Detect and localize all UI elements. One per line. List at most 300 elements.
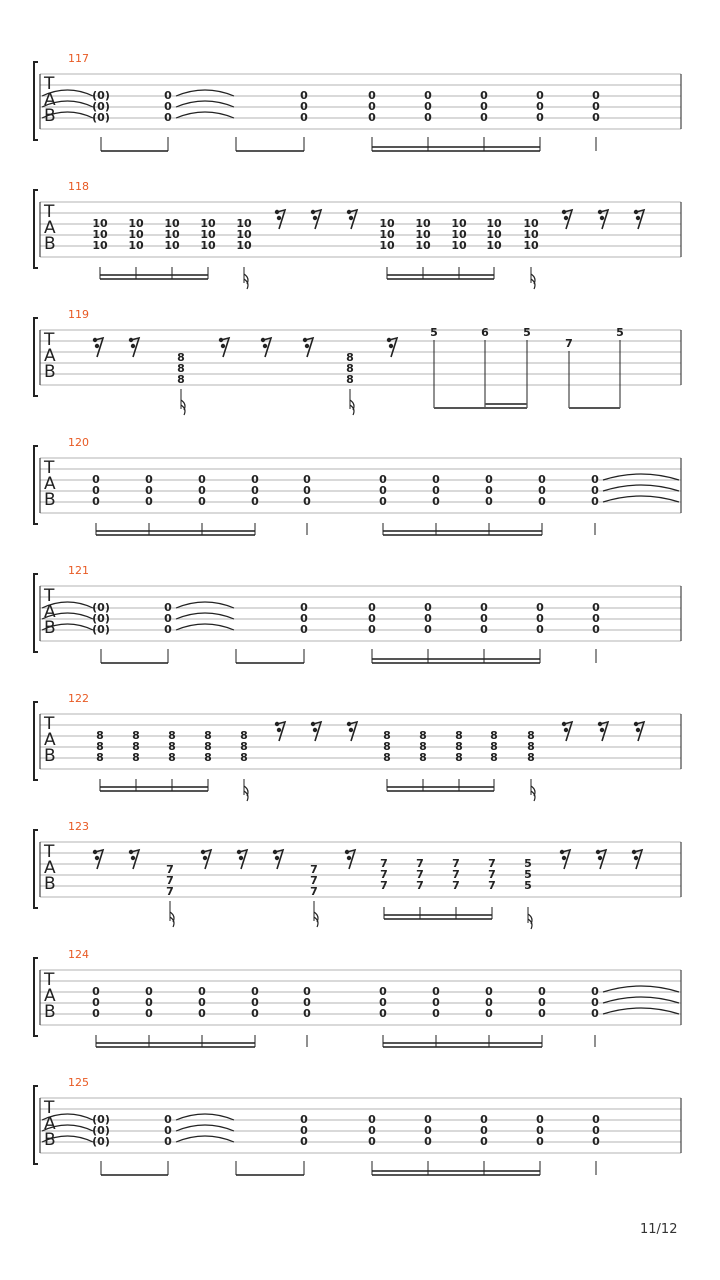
rest-dot (273, 850, 277, 854)
fret-number: 8 (96, 740, 104, 753)
fret-number: 0 (368, 89, 376, 102)
fret-number: 10 (128, 228, 144, 241)
rest-dot (596, 850, 600, 854)
rest-dot (560, 850, 564, 854)
system-bracket (34, 830, 38, 908)
fret-number: 0 (424, 1135, 432, 1148)
fret-number: 8 (455, 729, 463, 742)
fret-number: 0 (480, 612, 488, 625)
tie-arc (176, 1136, 234, 1142)
fret-number: 0 (485, 473, 493, 486)
rest-dot (562, 722, 566, 726)
fret-number: 8 (419, 751, 427, 764)
fret-number: 10 (451, 228, 467, 241)
tab-clef-letter: A (44, 730, 56, 750)
rest-dot (347, 856, 351, 860)
fret-number: 0 (424, 1113, 432, 1126)
rest-dot (277, 728, 281, 732)
fret-number: 0 (303, 484, 311, 497)
fret-number: 8 (346, 351, 354, 364)
fret-number: 0 (145, 473, 153, 486)
fret-number: 0 (538, 1007, 546, 1020)
fret-number: 10 (236, 228, 252, 241)
fret-number: 10 (92, 228, 108, 241)
rest-dot (598, 210, 602, 214)
fret-number: 0 (164, 623, 172, 636)
fret-number: 0 (300, 89, 308, 102)
tie-arc (603, 997, 679, 1003)
measure-number: 124 (68, 948, 89, 961)
fret-number: 7 (416, 868, 424, 881)
fret-number: (0) (92, 1124, 110, 1137)
measure-number: 118 (68, 180, 89, 193)
fret-number: 0 (432, 996, 440, 1009)
measure-number: 122 (68, 692, 89, 705)
fret-number: 0 (164, 601, 172, 614)
tie-arc (176, 112, 234, 118)
rest-dot (564, 216, 568, 220)
system-bracket (34, 446, 38, 524)
rest-dot (636, 216, 640, 220)
fret-number: 10 (523, 217, 539, 230)
system-bracket (34, 190, 38, 268)
fret-number: 7 (488, 868, 496, 881)
fret-number: 10 (379, 228, 395, 241)
fret-number: 8 (527, 751, 535, 764)
fret-number: 0 (379, 985, 387, 998)
fret-number: 0 (536, 1113, 544, 1126)
fret-number: 0 (538, 985, 546, 998)
fret-number: 8 (132, 729, 140, 742)
rest-dot (221, 344, 225, 348)
fret-number: 0 (145, 1007, 153, 1020)
fret-number: 0 (92, 495, 100, 508)
fret-number: 0 (538, 484, 546, 497)
measure-number: 119 (68, 308, 89, 321)
fret-number: 7 (488, 857, 496, 870)
fret-number: 10 (379, 239, 395, 252)
rest-dot (347, 722, 351, 726)
system-bracket (34, 1086, 38, 1164)
tie-arc (603, 474, 679, 480)
fret-number: 0 (592, 111, 600, 124)
rest-dot (564, 728, 568, 732)
rest-dot (131, 856, 135, 860)
fret-number: 0 (303, 996, 311, 1009)
fret-number: 0 (300, 1135, 308, 1148)
tab-system-119 (34, 308, 681, 415)
fret-number: 0 (300, 111, 308, 124)
fret-number: 7 (416, 879, 424, 892)
fret-number: 7 (452, 857, 460, 870)
fret-number: 0 (480, 89, 488, 102)
rest-dot (275, 856, 279, 860)
fret-number: 0 (251, 996, 259, 1009)
tie-arc (603, 485, 679, 491)
fret-number: 0 (592, 601, 600, 614)
fret-number: 8 (177, 351, 185, 364)
tab-clef-letter: T (44, 330, 55, 350)
rest-dot (219, 338, 223, 342)
fret-number: 8 (96, 729, 104, 742)
fret-number: 0 (368, 612, 376, 625)
fret-number: 7 (166, 874, 174, 887)
measure-number: 121 (68, 564, 89, 577)
rest-dot (634, 722, 638, 726)
tab-clef-letter: A (44, 218, 56, 238)
fret-number: 0 (368, 111, 376, 124)
fret-number: 0 (536, 111, 544, 124)
fret-number: 0 (164, 612, 172, 625)
fret-number: (0) (92, 1113, 110, 1126)
fret-number: 10 (523, 239, 539, 252)
fret-number: 0 (164, 89, 172, 102)
fret-number: 10 (200, 217, 216, 230)
tab-clef-letter: B (44, 234, 56, 254)
tab-system-118 (34, 180, 681, 289)
fret-number: 0 (424, 612, 432, 625)
fret-number: 0 (379, 484, 387, 497)
fret-number: 0 (300, 623, 308, 636)
fret-number: 0 (300, 601, 308, 614)
fret-number: 10 (523, 228, 539, 241)
tab-clef-letter: B (44, 1130, 56, 1150)
rest-dot (95, 856, 99, 860)
fret-number: (0) (92, 623, 110, 636)
fret-number: 0 (92, 985, 100, 998)
fret-number: 10 (486, 228, 502, 241)
fret-number: 0 (538, 473, 546, 486)
fret-number: 8 (490, 751, 498, 764)
fret-number: 7 (380, 857, 388, 870)
fret-number: 0 (485, 1007, 493, 1020)
rest-dot (93, 338, 97, 342)
fret-number: 8 (527, 740, 535, 753)
fret-number: 0 (592, 623, 600, 636)
fret-number: 0 (592, 612, 600, 625)
fret-number: 0 (480, 1135, 488, 1148)
tie-arc (176, 613, 234, 619)
fret-number: 0 (92, 1007, 100, 1020)
fret-number: 0 (379, 1007, 387, 1020)
tab-clef-letter: A (44, 474, 56, 494)
rest-dot (313, 728, 317, 732)
fret-number: 7 (452, 879, 460, 892)
measure-number: 120 (68, 436, 89, 449)
rest-dot (95, 344, 99, 348)
fret-number: 10 (164, 228, 180, 241)
fret-number: 0 (303, 473, 311, 486)
fret-number: 0 (591, 473, 599, 486)
fret-number: 0 (379, 473, 387, 486)
fret-number: 0 (591, 996, 599, 1009)
system-bracket (34, 318, 38, 396)
fret-number: 0 (591, 985, 599, 998)
rest-dot (349, 728, 353, 732)
tab-clef-letter: A (44, 858, 56, 878)
fret-number: 0 (303, 1007, 311, 1020)
tie-arc (603, 986, 679, 992)
fret-number: 5 (616, 326, 624, 339)
rest-dot (634, 856, 638, 860)
fret-number: 0 (485, 495, 493, 508)
fret-number: 8 (168, 740, 176, 753)
tie-arc (603, 1008, 679, 1014)
tab-clef-letter: T (44, 74, 55, 94)
fret-number: 8 (346, 362, 354, 375)
fret-number: 0 (424, 100, 432, 113)
fret-number: 8 (383, 740, 391, 753)
rest-dot (129, 850, 133, 854)
fret-number: 0 (591, 1007, 599, 1020)
tab-clef-letter: B (44, 1002, 56, 1022)
fret-number: 10 (486, 217, 502, 230)
fret-number: 0 (432, 985, 440, 998)
fret-number: 0 (368, 623, 376, 636)
fret-number: 10 (486, 239, 502, 252)
rest-dot (275, 210, 279, 214)
tab-clef-letter: B (44, 746, 56, 766)
page-number: 11/12 (640, 1222, 678, 1237)
fret-number: 10 (92, 217, 108, 230)
fret-number: 0 (592, 89, 600, 102)
fret-number: 8 (177, 373, 185, 386)
fret-number: 0 (432, 495, 440, 508)
fret-number: 7 (452, 868, 460, 881)
fret-number: 0 (198, 1007, 206, 1020)
rest-dot (562, 210, 566, 214)
fret-number: 7 (310, 874, 318, 887)
fret-number: 10 (415, 239, 431, 252)
fret-number: 10 (451, 217, 467, 230)
tab-system-120 (34, 436, 681, 535)
fret-number: 0 (198, 473, 206, 486)
tab-system-124 (34, 948, 681, 1047)
rest-dot (129, 338, 133, 342)
fret-number: 7 (310, 863, 318, 876)
fret-number: 0 (424, 601, 432, 614)
tab-clef-letter: T (44, 458, 55, 478)
fret-number: 8 (455, 740, 463, 753)
fret-number: 0 (432, 1007, 440, 1020)
fret-number: 0 (424, 1124, 432, 1137)
fret-number: 8 (490, 729, 498, 742)
fret-number: 5 (430, 326, 438, 339)
fret-number: 0 (300, 100, 308, 113)
fret-number: 0 (300, 1113, 308, 1126)
fret-number: 0 (164, 1113, 172, 1126)
measure-number: 123 (68, 820, 89, 833)
fret-number: 8 (168, 751, 176, 764)
fret-number: 0 (485, 985, 493, 998)
fret-number: 0 (536, 601, 544, 614)
fret-number: 0 (198, 495, 206, 508)
fret-number: 8 (419, 740, 427, 753)
tab-clef-letter: T (44, 202, 55, 222)
system-bracket (34, 958, 38, 1036)
fret-number: 8 (168, 729, 176, 742)
tie-arc (603, 496, 679, 502)
rest-dot (600, 728, 604, 732)
rest-dot (305, 344, 309, 348)
fret-number: 0 (538, 996, 546, 1009)
fret-number: (0) (92, 89, 110, 102)
fret-number: 0 (424, 623, 432, 636)
fret-number: 0 (432, 473, 440, 486)
tab-clef-letter: T (44, 842, 55, 862)
rest-dot (237, 850, 241, 854)
fret-number: 0 (592, 1124, 600, 1137)
fret-number: 0 (164, 1124, 172, 1137)
fret-number: 0 (591, 495, 599, 508)
fret-number: 10 (164, 239, 180, 252)
tab-clef-letter: B (44, 106, 56, 126)
system-bracket (34, 702, 38, 780)
rest-dot (634, 210, 638, 214)
fret-number: 8 (204, 740, 212, 753)
fret-number: (0) (92, 100, 110, 113)
fret-number: 0 (251, 1007, 259, 1020)
fret-number: (0) (92, 601, 110, 614)
fret-number: 8 (240, 729, 248, 742)
fret-number: 5 (523, 326, 531, 339)
fret-number: 0 (480, 1113, 488, 1126)
fret-number: 0 (251, 473, 259, 486)
fret-number: 0 (485, 484, 493, 497)
tie-arc (176, 101, 234, 107)
fret-number: 0 (432, 484, 440, 497)
fret-number: 0 (480, 623, 488, 636)
measure-number: 125 (68, 1076, 89, 1089)
fret-number: 10 (379, 217, 395, 230)
fret-number: (0) (92, 612, 110, 625)
fret-number: 0 (592, 100, 600, 113)
rest-dot (201, 850, 205, 854)
rest-dot (600, 216, 604, 220)
fret-number: 0 (536, 612, 544, 625)
fret-number: 0 (538, 495, 546, 508)
rest-dot (261, 338, 265, 342)
fret-number: 8 (132, 740, 140, 753)
fret-number: 0 (368, 1124, 376, 1137)
fret-number: 0 (536, 623, 544, 636)
fret-number: 0 (536, 1124, 544, 1137)
fret-number: 0 (424, 89, 432, 102)
rest-dot (347, 210, 351, 214)
rest-dot (313, 216, 317, 220)
fret-number: 7 (488, 879, 496, 892)
fret-number: 10 (128, 217, 144, 230)
rest-dot (239, 856, 243, 860)
fret-number: 8 (240, 740, 248, 753)
rest-dot (93, 850, 97, 854)
tab-clef-letter: T (44, 714, 55, 734)
fret-number: 0 (480, 1124, 488, 1137)
fret-number: 8 (346, 373, 354, 386)
fret-number: 10 (164, 217, 180, 230)
rest-dot (311, 722, 315, 726)
rest-dot (275, 722, 279, 726)
fret-number: 0 (164, 111, 172, 124)
fret-number: 0 (379, 495, 387, 508)
fret-number: 0 (480, 111, 488, 124)
rest-dot (263, 344, 267, 348)
fret-number: 8 (419, 729, 427, 742)
fret-number: 8 (132, 751, 140, 764)
fret-number: 0 (145, 996, 153, 1009)
fret-number: 0 (164, 100, 172, 113)
tab-clef-letter: T (44, 586, 55, 606)
fret-number: 0 (303, 495, 311, 508)
fret-number: 0 (536, 89, 544, 102)
fret-number: 8 (204, 729, 212, 742)
tab-clef-letter: A (44, 986, 56, 1006)
tie-arc (176, 602, 234, 608)
fret-number: 0 (92, 484, 100, 497)
rest-dot (131, 344, 135, 348)
tab-clef-letter: B (44, 618, 56, 638)
fret-number: 7 (166, 885, 174, 898)
fret-number: 0 (480, 601, 488, 614)
fret-number: 0 (92, 473, 100, 486)
fret-number: 0 (145, 495, 153, 508)
fret-number: 8 (455, 751, 463, 764)
fret-number: 8 (527, 729, 535, 742)
tie-arc (176, 1114, 234, 1120)
fret-number: 8 (96, 751, 104, 764)
fret-number: 8 (383, 729, 391, 742)
rest-dot (598, 856, 602, 860)
tab-clef-letter: B (44, 362, 56, 382)
tab-clef-letter: A (44, 90, 56, 110)
fret-number: 8 (240, 751, 248, 764)
tie-arc (176, 624, 234, 630)
fret-number: 0 (198, 985, 206, 998)
rest-dot (598, 722, 602, 726)
fret-number: 0 (368, 1113, 376, 1126)
fret-number: 10 (415, 228, 431, 241)
fret-number: 0 (145, 484, 153, 497)
tab-clef-letter: B (44, 874, 56, 894)
measure-number: 117 (68, 52, 89, 65)
fret-number: 7 (565, 337, 573, 350)
fret-number: 0 (198, 996, 206, 1009)
fret-number: 8 (204, 751, 212, 764)
rest-dot (636, 728, 640, 732)
fret-number: 0 (591, 484, 599, 497)
rest-dot (387, 338, 391, 342)
rest-dot (562, 856, 566, 860)
fret-number: 7 (310, 885, 318, 898)
fret-number: 6 (481, 326, 489, 339)
tie-arc (176, 90, 234, 96)
fret-number: 8 (177, 362, 185, 375)
rest-dot (303, 338, 307, 342)
fret-number: 0 (300, 612, 308, 625)
tie-arc (176, 1125, 234, 1131)
fret-number: 0 (300, 1124, 308, 1137)
fret-number: 10 (128, 239, 144, 252)
fret-number: 7 (380, 879, 388, 892)
fret-number: 8 (490, 740, 498, 753)
fret-number: 10 (451, 239, 467, 252)
fret-number: 10 (236, 217, 252, 230)
fret-number: 0 (480, 100, 488, 113)
fret-number: 0 (251, 484, 259, 497)
rest-dot (345, 850, 349, 854)
fret-number: 7 (166, 863, 174, 876)
rest-dot (277, 216, 281, 220)
